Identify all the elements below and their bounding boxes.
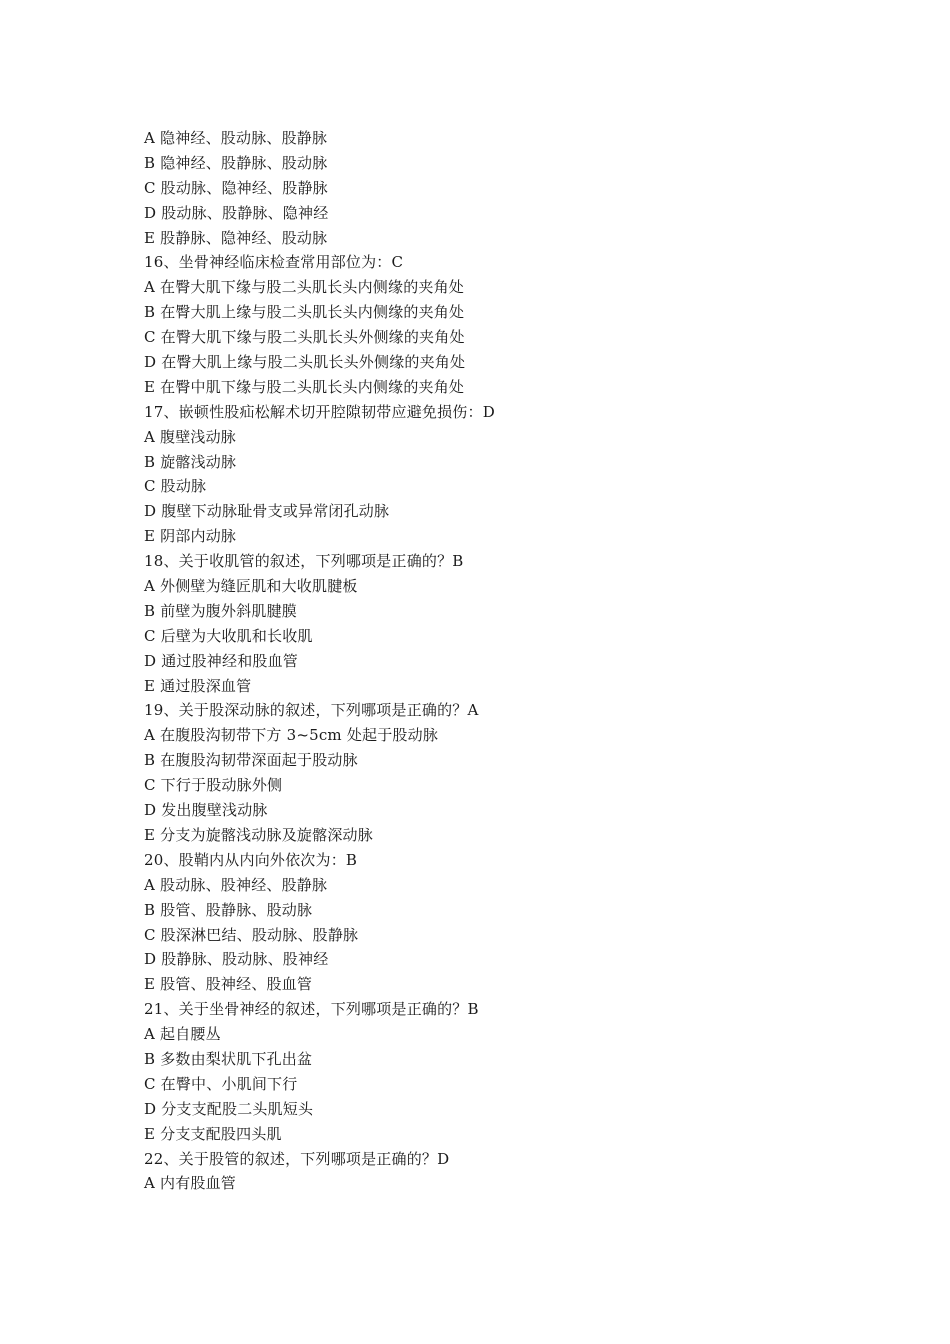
text-line: D 通过股神经和股血管 [144,651,298,670]
text-line: E 股管、股神经、股血管 [144,975,313,994]
text-line: B 隐神经、股静脉、股动脉 [144,153,328,172]
text-line: D 发出腹壁浅动脉 [144,801,268,820]
text-line: A 股动脉、股神经、股静脉 [144,875,328,894]
text-line: C 在臀中、小肌间下行 [144,1074,298,1093]
text-line: C 在臀大肌下缘与股二头肌长头外侧缘的夹角处 [144,328,465,347]
text-line: C 后壁为大收肌和长收肌 [144,626,313,645]
text-line: C 股动脉、隐神经、股静脉 [144,178,328,197]
text-line: B 股管、股静脉、股动脉 [144,900,313,919]
text-line: A 在臀大肌下缘与股二头肌长头内侧缘的夹角处 [144,278,465,297]
text-line: A 在腹股沟韧带下方 3~5cm 处起于股动脉 [144,726,439,745]
text-line: D 分支支配股二头肌短头 [144,1099,314,1118]
text-line: E 在臀中肌下缘与股二头肌长头内侧缘的夹角处 [144,377,465,396]
text-line: B 旋髂浅动脉 [144,452,237,471]
text-line: D 股动脉、股静脉、隐神经 [144,203,329,222]
document-body [144,126,844,1196]
text-line: B 多数由梨状肌下孔出盆 [144,1049,313,1068]
question-line: 18、关于收肌管的叙述，下列哪项是正确的？B [144,552,464,571]
text-line: B 在腹股沟韧带深面起于股动脉 [144,751,358,770]
text-line: C 股深淋巴结、股动脉、股静脉 [144,925,359,944]
question-line: 22、关于股管的叙述，下列哪项是正确的？D [144,1149,450,1168]
text-line: E 阴部内动脉 [144,527,237,546]
question-line: 17、嵌顿性股疝松解术切开腔隙韧带应避免损伤：D [144,402,495,421]
question-line: 20、股鞘内从内向外依次为：B [144,850,358,869]
text-line: E 分支支配股四头肌 [144,1124,282,1143]
question-line: 19、关于股深动脉的叙述，下列哪项是正确的？A [144,701,479,720]
text-line: C 股动脉 [144,477,207,496]
text-line: D 腹壁下动脉耻骨支或异常闭孔动脉 [144,502,390,521]
text-line: D 在臀大肌上缘与股二头肌长头外侧缘的夹角处 [144,353,466,372]
question-line: 16、坐骨神经临床检查常用部位为：C [144,253,404,272]
text-line: D 股静脉、股动脉、股神经 [144,950,329,969]
text-line: B 前壁为腹外斜肌腱膜 [144,601,297,620]
text-line: E 股静脉、隐神经、股动脉 [144,228,328,247]
text-line: C 下行于股动脉外侧 [144,776,283,795]
text-line: B 在臀大肌上缘与股二头肌长头内侧缘的夹角处 [144,303,465,322]
question-line: 21、关于坐骨神经的叙述，下列哪项是正确的？B [144,1000,479,1019]
text-line: A 隐神经、股动脉、股静脉 [144,129,328,147]
text-line: A 内有股血管 [144,1174,237,1193]
text-line: A 起自腰丛 [144,1025,221,1044]
text-line: A 腹壁浅动脉 [144,427,237,446]
text-line: E 通过股深血管 [144,676,252,695]
text-line: A 外侧壁为缝匠肌和大收肌腱板 [144,577,358,596]
text-line: E 分支为旋髂浅动脉及旋髂深动脉 [144,825,373,844]
